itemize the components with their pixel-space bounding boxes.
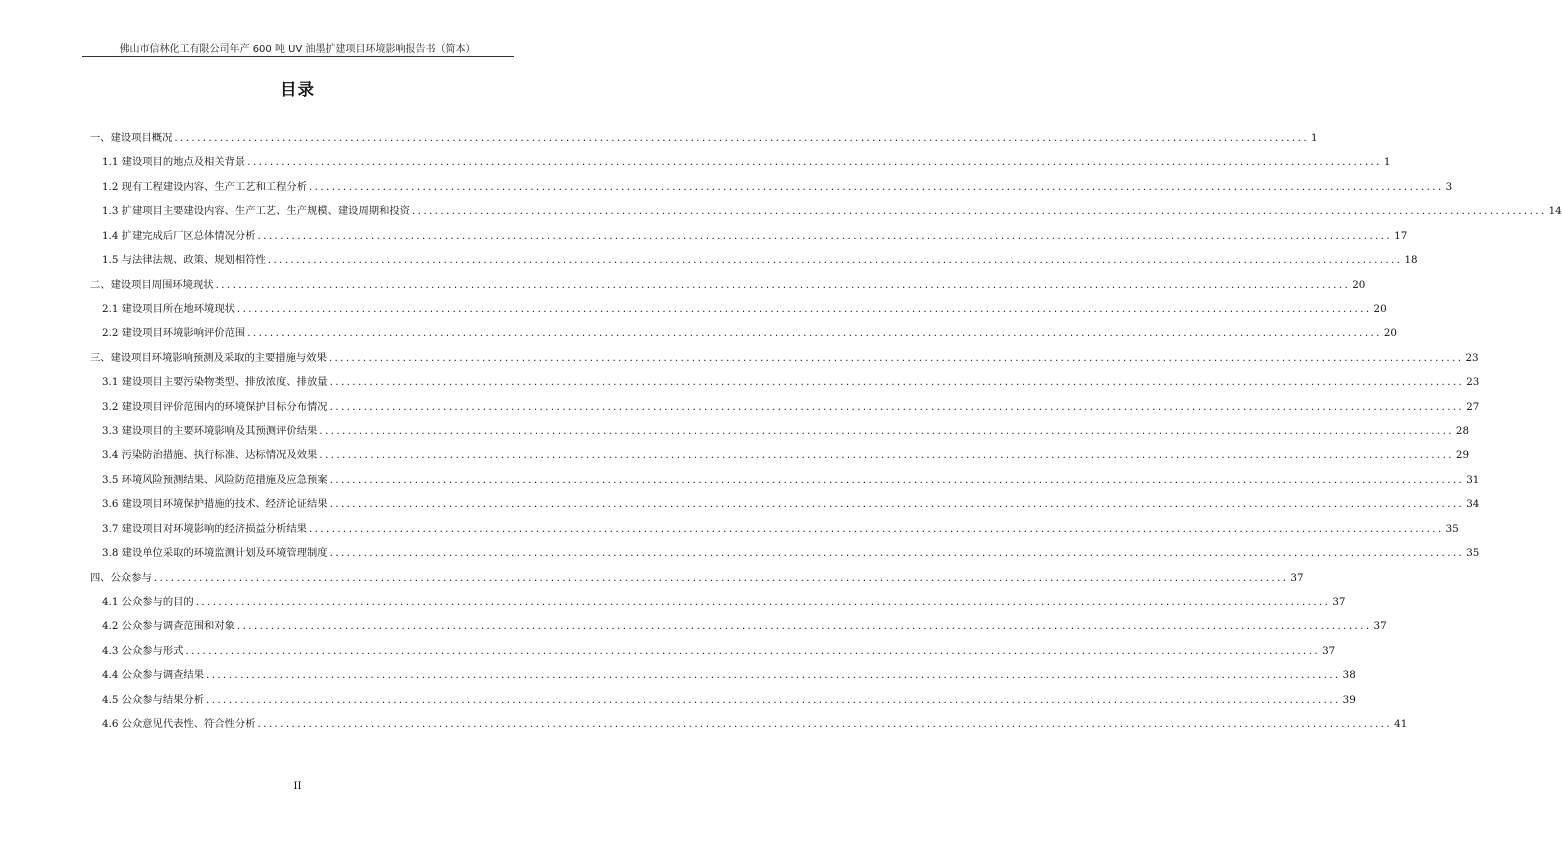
toc-section-entry[interactable] <box>102 619 1387 633</box>
toc-entry-label: 2.1 建设项目所在地环境现状 <box>102 302 235 315</box>
toc-entry-label: 三、建设项目环境影响预测及采取的主要措施与效果 <box>90 351 327 364</box>
toc-entry-page: 14 <box>1548 205 1562 218</box>
toc-entry-page: 35 <box>1445 522 1459 535</box>
toc-section-entry[interactable] <box>102 473 1480 487</box>
toc-entry-label: 二、建设项目周围环境现状 <box>90 278 214 291</box>
toc-chapter-entry[interactable] <box>90 351 1479 365</box>
toc-section-entry[interactable] <box>102 180 1453 194</box>
toc-section-entry[interactable] <box>102 253 1418 267</box>
toc-entry-label: 1.5 与法律法规、政策、规划相符性 <box>102 254 266 267</box>
toc-dot-leader: ........................................................................................................................................................................................................ <box>215 278 1351 291</box>
toc-entry-page: 20 <box>1373 302 1387 315</box>
toc-entry-page: 38 <box>1342 669 1356 682</box>
toc-chapter-entry[interactable] <box>90 131 1318 145</box>
toc-entry-label: 1.4 扩建完成后厂区总体情况分析 <box>102 229 256 242</box>
toc-entry-page: 37 <box>1290 571 1304 584</box>
toc-entry-label: 4.3 公众参与形式 <box>102 644 184 657</box>
toc-entry-page: 31 <box>1466 473 1480 486</box>
toc-entry-label: 3.6 建设项目环境保护措施的技术、经济论证结果 <box>102 498 328 511</box>
toc-entry-page: 20 <box>1352 278 1366 291</box>
toc-dot-leader: ........................................................................................................................................................................................................ <box>329 376 1465 389</box>
toc-entry-page: 18 <box>1404 254 1418 267</box>
toc-entry-page: 1 <box>1311 132 1318 144</box>
toc-section-entry[interactable] <box>102 375 1480 389</box>
page-title: 目录 <box>280 80 315 99</box>
toc-entry-page: 23 <box>1466 376 1480 389</box>
toc-section-entry[interactable] <box>102 497 1480 511</box>
toc-entry-page: 17 <box>1394 229 1408 242</box>
toc-entry-label: 4.1 公众参与的目的 <box>102 595 194 608</box>
toc-section-entry[interactable] <box>102 424 1470 438</box>
toc-section-entry[interactable] <box>102 204 1562 218</box>
toc-dot-leader: ........................................................................................................................................................................................................ <box>236 620 1372 633</box>
toc-entry-label: 4.4 公众参与调查结果 <box>102 669 205 682</box>
toc-entry-page: 1 <box>1383 156 1391 169</box>
toc-entry-page: 29 <box>1455 449 1470 462</box>
toc-dot-leader: ........................................................................................................................................................................................................ <box>309 180 1444 193</box>
toc-entry-label: 3.2 建设项目评价范围内的环境保护目标分布情况 <box>102 400 328 413</box>
toc-dot-leader: ........................................................................................................................................................................................................ <box>174 132 1309 144</box>
toc-entry-label: 四、公众参与 <box>90 571 152 584</box>
toc-entry-page: 34 <box>1466 498 1480 511</box>
toc-dot-leader: ........................................................................................................................................................................................................ <box>257 718 1393 731</box>
toc-entry-label: 1.1 建设项目的地点及相关背景 <box>102 156 246 169</box>
toc-section-entry[interactable] <box>102 448 1470 462</box>
toc-entry-label: 3.3 建设项目的主要环境影响及其预测评价结果 <box>102 425 318 438</box>
toc-chapter-entry[interactable] <box>90 278 1366 292</box>
toc-dot-leader: ........................................................................................................................................................................................................ <box>206 693 1341 706</box>
toc-entry-label: 1.3 扩建项目主要建设内容、生产工艺、生产规模、建设周期和投资 <box>102 205 410 218</box>
toc-entry-page: 41 <box>1394 718 1408 731</box>
toc-entry-label: 3.7 建设项目对环境影响的经济损益分析结果 <box>102 522 307 535</box>
toc-entry-label: 4.2 公众参与调查范围和对象 <box>102 620 235 633</box>
toc-dot-leader: ........................................................................................................................................................................................................ <box>257 229 1393 242</box>
toc-dot-leader: ........................................................................................................................................................................................................ <box>247 156 1382 169</box>
toc-chapter-entry[interactable] <box>90 571 1304 585</box>
toc-section-entry[interactable] <box>102 668 1356 682</box>
toc-section-entry[interactable] <box>102 155 1391 169</box>
toc-dot-leader: ........................................................................................................................................................................................................ <box>329 547 1465 560</box>
toc-entry-page: 37 <box>1332 595 1346 608</box>
toc-dot-leader: ........................................................................................................................................................................................................ <box>319 449 1454 462</box>
toc-dot-leader: ........................................................................................................................................................................................................ <box>206 669 1341 682</box>
toc-section-entry[interactable] <box>102 400 1480 414</box>
page-header: 佛山市信林化工有限公司年产 600 吨 UV 油墨扩建项目环境影响报告书（简本） <box>119 44 476 55</box>
toc-section-entry[interactable] <box>102 693 1356 707</box>
toc-entry-label: 1.2 现有工程建设内容、生产工艺和工程分析 <box>102 180 307 193</box>
toc-section-entry[interactable] <box>102 644 1336 658</box>
toc-entry-label: 3.4 污染防治措施、执行标准、达标情况及效果 <box>102 449 318 462</box>
toc-section-entry[interactable] <box>102 229 1408 243</box>
toc-section-entry[interactable] <box>102 326 1397 340</box>
toc-entry-label: 3.5 环境风险预测结果、风险防范措施及应急预案 <box>102 473 328 486</box>
page-number: II <box>293 781 302 792</box>
toc-dot-leader: ........................................................................................................................................................................................................ <box>319 425 1454 438</box>
toc-section-entry[interactable] <box>102 522 1459 536</box>
toc-section-entry[interactable] <box>102 717 1408 731</box>
toc-dot-leader: ........................................................................................................................................................................................................ <box>267 254 1403 267</box>
toc-dot-leader: ........................................................................................................................................................................................................ <box>328 351 1464 364</box>
toc-entry-label: 3.8 建设单位采取的环境监测计划及环境管理制度 <box>102 547 328 560</box>
toc-entry-page: 3 <box>1445 180 1453 193</box>
toc-entry-page: 39 <box>1342 693 1356 706</box>
toc-dot-leader: ........................................................................................................................................................................................................ <box>185 644 1321 657</box>
toc-entry-page: 37 <box>1322 644 1336 657</box>
toc-entry-page: 20 <box>1383 327 1397 340</box>
toc-entry-label: 2.2 建设项目环境影响评价范围 <box>102 327 246 340</box>
toc-dot-leader: ........................................................................................................................................................................................................ <box>153 571 1289 584</box>
toc-dot-leader: ........................................................................................................................................................................................................ <box>329 498 1465 511</box>
toc-entry-label: 4.6 公众意见代表性、符合性分析 <box>102 718 256 731</box>
toc-entry-label: 4.5 公众参与结果分析 <box>102 693 205 706</box>
toc-dot-leader: ........................................................................................................................................................................................................ <box>247 327 1382 340</box>
toc-dot-leader: ........................................................................................................................................................................................................ <box>329 473 1465 486</box>
toc-dot-leader: ........................................................................................................................................................................................................ <box>195 595 1331 608</box>
toc-entry-label: 3.1 建设项目主要污染物类型、排放浓度、排放量 <box>102 376 328 389</box>
toc-dot-leader: ........................................................................................................................................................................................................ <box>329 400 1465 413</box>
toc-section-entry[interactable] <box>102 546 1480 560</box>
toc-entry-page: 23 <box>1465 351 1479 364</box>
toc-section-entry[interactable] <box>102 595 1346 609</box>
toc-entry-label: 一、建设项目概况 <box>90 132 173 144</box>
toc-entry-page: 37 <box>1373 620 1387 633</box>
toc-dot-leader: ........................................................................................................................................................................................................ <box>411 205 1547 218</box>
toc-dot-leader: ........................................................................................................................................................................................................ <box>236 302 1372 315</box>
toc-entry-page: 28 <box>1455 425 1470 438</box>
toc-entry-page: 35 <box>1466 547 1480 560</box>
toc-section-entry[interactable] <box>102 302 1387 316</box>
toc-entry-page: 27 <box>1466 400 1480 413</box>
toc-dot-leader: ........................................................................................................................................................................................................ <box>309 522 1444 535</box>
